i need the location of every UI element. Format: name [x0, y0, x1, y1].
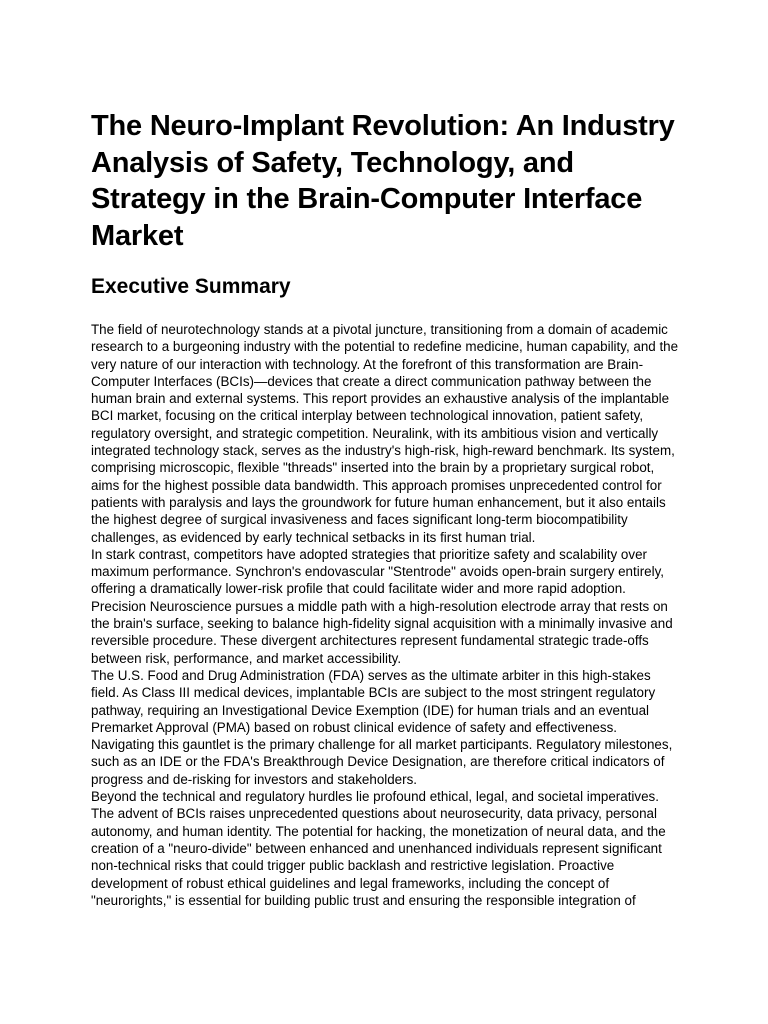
document-title: The Neuro-Implant Revolution: An Industry Analysis of Safety, Technology, and Strategy in the Brain-Computer Interface Market	[91, 110, 675, 252]
paragraph: Beyond the technical and regulatory hurdles lie profound ethical, legal, and societal imperatives. The advent of BCIs raises unprecedented questions about neurosecurity, data privacy, personal autonomy, and human identity. The potential for hacking, the monetization of neural data, and the creation of a "neuro-divide" between enhanced and unenhanced individuals represent significant non-technical risks that could trigger public backlash and restrictive legislation. Proactive development of robust ethical guidelines and legal frameworks, including the concept of "neurorights," is essential for building public trust and ensuring the responsible integration of	[91, 789, 666, 908]
paragraph: The U.S. Food and Drug Administration (FDA) serves as the ultimate arbiter in this high-stakes field. As Class III medical devices, implantable BCIs are subject to the most stringent regulatory pathway, requiring an Investigational Device Exemption (IDE) for human trials and an eventual Premarket Approval (PMA) based on robust clinical evidence of safety and effectiveness. Navigating this gauntlet is the primary challenge for all market participants. Regulatory milestones, such as an IDE or the FDA's Breakthrough Device Designation, are therefore critical indicators of progress and de-risking for investors and stakeholders.	[91, 667, 673, 787]
document-page	[91, 108, 681, 909]
paragraph: In stark contrast, competitors have adopted strategies that prioritize safety and scalability over maximum performance. Synchron's endovascular "Stentrode" avoids open-brain surgery entirely, offering a dramatically lower-risk profile that could facilitate wider and more rapid adoption. Precision Neuroscience pursues a middle path with a high-resolution electrode array that rests on the brain's surface, seeking to balance high-fidelity signal acquisition with a minimally invasive and reversible procedure. These divergent architectures represent fundamental strategic trade-offs between risk, performance, and market accessibility.	[91, 546, 673, 666]
body-text	[91, 321, 681, 909]
paragraph: The field of neurotechnology stands at a pivotal juncture, transitioning from a domain of academic research to a burgeoning industry with the potential to redefine medicine, human capability, and the very nature of our interaction with technology. At the forefront of this transformation are Brain-Computer Interfaces (BCIs)—devices that create a direct communication pathway between the human brain and external systems. This report provides an exhaustive analysis of the implantable BCI market, focusing on the critical interplay between technological innovation, patient safety, regulatory oversight, and strategic competition. Neuralink, with its ambitious vision and vertically integrated technology stack, serves as the industry's high-risk, high-reward benchmark. Its system, comprising microscopic, flexible "threads" inserted into the brain by a proprietary surgical robot, aims for the highest possible data bandwidth. This approach promises unprecedented control for patients with paralysis and lays the groundwork for future human enhancement, but it also entails the highest degree of surgical invasiveness and faces significant long-term biocompatibility challenges, as evidenced by early technical setbacks in its first human trial.	[91, 322, 679, 545]
section-heading: Executive Summary	[91, 275, 291, 298]
